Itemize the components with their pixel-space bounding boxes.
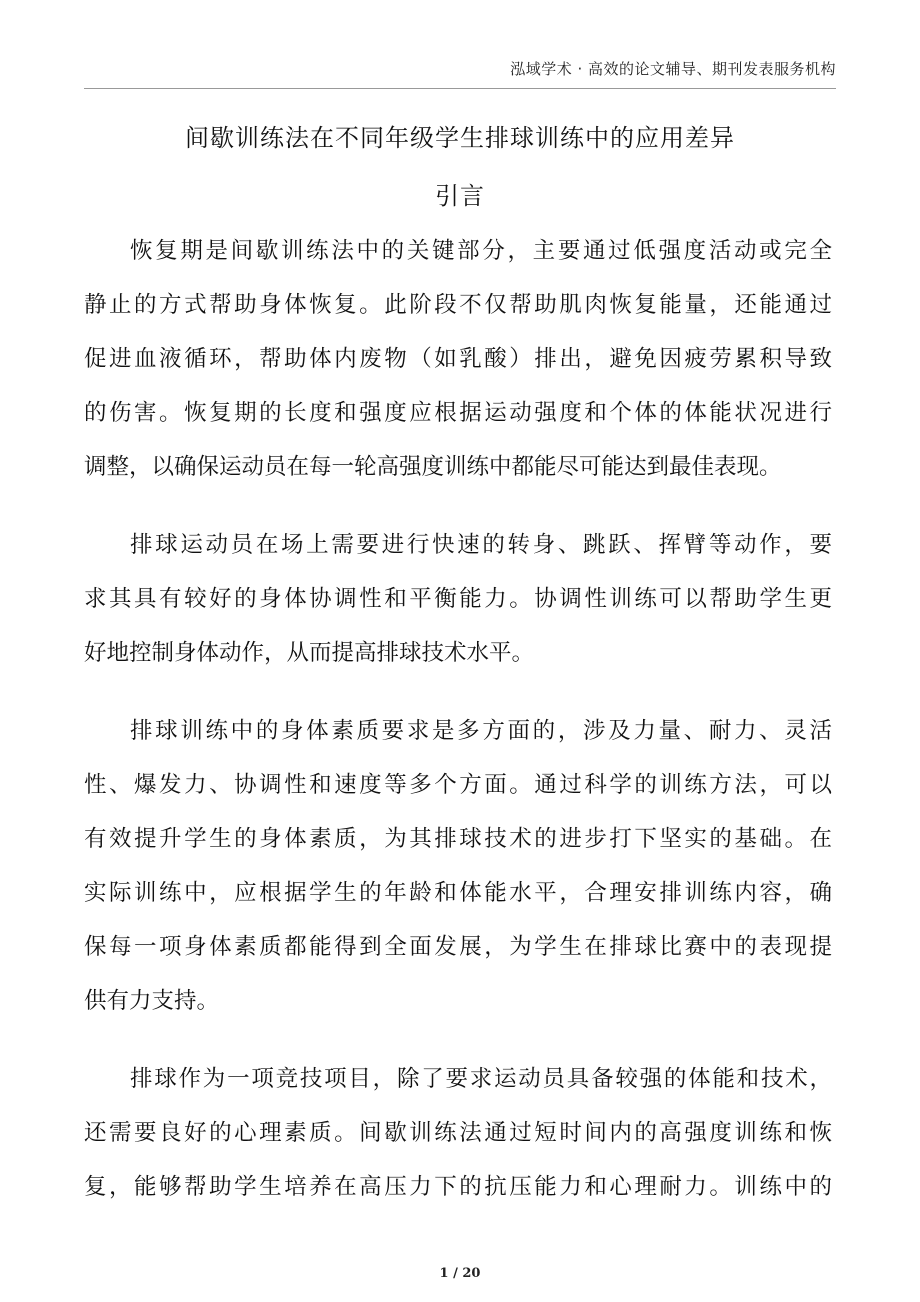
paragraph-2	[84, 526, 832, 688]
paragraph-4	[84, 1060, 832, 1222]
paragraph-line: 求其具有较好的身体协调性和平衡能力。协调性训练可以帮助学生更	[84, 586, 832, 612]
paragraph-line: 排球作为一项竞技项目，除了要求运动员具备较强的体能和技术，	[130, 1066, 832, 1092]
paragraph-line: 保每一项身体素质都能得到全面发展，为学生在排球比赛中的表现提	[84, 934, 832, 960]
paragraph-line: 供有力支持。	[84, 988, 220, 1014]
paragraph-line: 复，能够帮助学生培养在高压力下的抗压能力和心理耐力。训练中的	[84, 1174, 832, 1200]
section-heading: 引言	[435, 182, 485, 210]
document-title: 间歇训练法在不同年级学生排球训练中的应用差异	[185, 124, 735, 152]
paragraph-3	[84, 712, 832, 1036]
paragraph-1	[84, 232, 832, 502]
paragraph-line: 的伤害。恢复期的长度和强度应根据运动强度和个体的体能状况进行	[84, 400, 832, 426]
paragraph-line: 排球训练中的身体素质要求是多方面的，涉及力量、耐力、灵活	[130, 718, 832, 744]
paragraph-line: 实际训练中，应根据学生的年龄和体能水平，合理安排训练内容，确	[84, 880, 832, 906]
page-header: 泓域学术 · 高效的论文辅导、期刊发表服务机构	[510, 60, 836, 78]
paragraph-line: 还需要良好的心理素质。间歇训练法通过短时间内的高强度训练和恢	[84, 1120, 832, 1146]
paragraph-line: 有效提升学生的身体素质，为其排球技术的进步打下坚实的基础。在	[84, 826, 832, 852]
paragraph-line: 排球运动员在场上需要进行快速的转身、跳跃、挥臂等动作，要	[130, 532, 832, 558]
body-text	[84, 232, 832, 1246]
page-number: 1 / 20	[439, 1266, 481, 1281]
paragraph-line: 性、爆发力、协调性和速度等多个方面。通过科学的训练方法，可以	[84, 772, 832, 798]
paragraph-line: 恢复期是间歇训练法中的关键部分，主要通过低强度活动或完全	[130, 238, 832, 264]
paragraph-line: 促进血液循环，帮助体内废物（如乳酸）排出，避免因疲劳累积导致	[84, 346, 832, 372]
paragraph-line: 调整，以确保运动员在每一轮高强度训练中都能尽可能达到最佳表现。	[84, 454, 782, 480]
paragraph-line: 好地控制身体动作，从而提高排球技术水平。	[84, 640, 535, 666]
header-divider	[84, 88, 836, 89]
paragraph-line: 静止的方式帮助身体恢复。此阶段不仅帮助肌肉恢复能量，还能通过	[84, 292, 832, 318]
